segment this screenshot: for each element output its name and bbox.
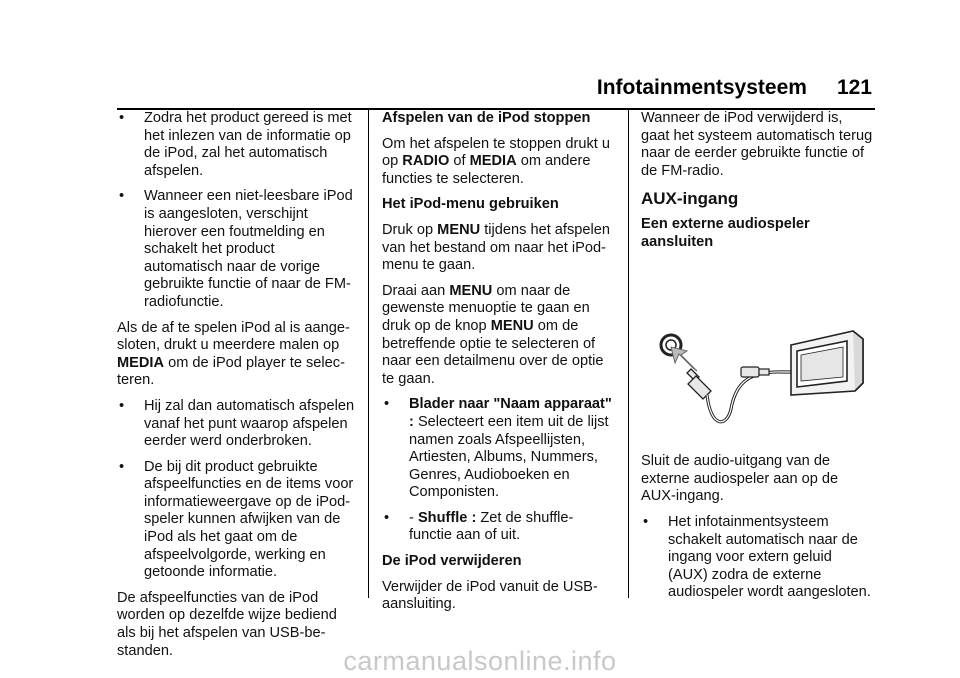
subheading: Afspelen van de iPod stoppen [382, 110, 591, 126]
subheading: Een externe audiospeler aansluiten [641, 215, 810, 250]
bullet-mark: • [384, 396, 390, 413]
paragraph-text: om de betreffende optie te selecteren of naar een detailmenu over de optie te gaan. [382, 317, 604, 387]
menu-button-label: MENU [449, 282, 493, 299]
list-item-label: Blader naar "Naam apparaat" : [409, 396, 612, 430]
list-item-text: Het infotainmentsysteem schakelt automatisch naar de ingang voor extern geluid (AUX) zodra de externe audiospeler wordt aangesloten. [668, 513, 871, 601]
paragraph-text: of [453, 153, 466, 170]
page-header [597, 76, 872, 100]
paragraph-text: om andere functies te selecteren. [382, 153, 591, 187]
page-number: 121 [836, 76, 872, 99]
dash-mark: - [409, 509, 414, 526]
column-1 [117, 110, 355, 668]
media-button-label: MEDIA [469, 153, 517, 170]
aux-connection-illustration [641, 259, 873, 449]
list-item-text [409, 510, 614, 545]
paragraph-text: Draai aan [382, 282, 446, 299]
bullet-mark: • [119, 188, 125, 205]
audio-cable [707, 372, 795, 422]
list-item [117, 459, 355, 582]
list-item-text: Hij zal dan automatisch afspelen vanaf het punt waarop afspelen eerder werd onderbroken. [144, 397, 355, 450]
paragraph-text: om naar de gewenste menuoptie te gaan en druk op de knop [382, 282, 590, 334]
paragraph-text: Druk op [382, 221, 434, 238]
list-item [117, 110, 355, 180]
list-item-label: Shuffle : [417, 509, 477, 526]
paragraph: Sluit de audio-uitgang van de externe audiospeler aan op de AUX-ingang. [641, 453, 839, 505]
page-title: Infotainmentsysteem [596, 76, 807, 99]
list-item-text: De bij dit product gebruikte afspeelfuncties en de items voor informatieweergave op de iPod-speler kunnen afwijken van de iPod als het gaat om de afspeelvolgorde, werking en getoonde informatie. [144, 458, 354, 581]
bullet-mark: • [119, 458, 125, 475]
audio-plug-icon [687, 369, 711, 399]
section-heading: AUX-ingang [641, 189, 739, 209]
paragraph-text: Als de af te spelen iPod al is aange-sloten, drukt u meerdere malen op [117, 319, 350, 354]
list-item [382, 510, 614, 545]
radio-button-label: RADIO [402, 153, 450, 170]
list-item-desc: Selecteert een item uit de lijst namen zoals Afspeellijsten, Artiesten, Albums, Nummers, Genres, Audioboeken en Componisten. [409, 413, 609, 501]
list-item [382, 396, 614, 502]
paragraph [117, 320, 355, 390]
paragraph [382, 136, 614, 189]
list-item-text: Wanneer een niet-leesbare iPod is aangesloten, verschijnt hierover een foutmelding en schakelt het product automatisch naar de vorige gebruikte functie of naar de FM-radiofunctie. [144, 188, 353, 310]
menu-button-label: MENU [437, 221, 481, 238]
list-item [641, 514, 873, 602]
list-item-text: Zodra het product gereed is met het inlezen van de informatie op de iPod, zal het automatisch afspelen. [144, 110, 352, 179]
paragraph [382, 283, 614, 389]
menu-button-label: MENU [490, 317, 534, 334]
bullet-mark: • [119, 397, 125, 414]
list-item [117, 398, 355, 451]
player-plug-icon [741, 367, 769, 377]
watermark: carmanualsonline.info [343, 646, 617, 676]
column-2 [382, 110, 614, 622]
column-divider-2 [628, 110, 629, 598]
paragraph-text: om de iPod player te selec-teren. [117, 354, 345, 389]
bullet-mark: • [643, 513, 649, 530]
insert-arrow-icon [671, 347, 697, 371]
external-audio-player-icon [791, 331, 863, 395]
subheading: De iPod verwijderen [382, 553, 522, 570]
column-divider-1 [368, 110, 369, 598]
paragraph [382, 222, 614, 275]
paragraph: De afspeelfuncties van de iPod worden op dezelfde wijze bediend als bij het afspelen van USB-be-standen. [117, 589, 337, 659]
list-item-desc: Zet de shuffle-functie aan of uit. [409, 509, 574, 544]
subheading: Het iPod-menu gebruiken [382, 196, 559, 213]
list-item [117, 188, 355, 311]
paragraph: Verwijder de iPod vanuit de USB-aansluiting. [382, 578, 598, 613]
media-button-label: MEDIA [117, 354, 165, 371]
list-item-text [409, 396, 614, 502]
column-3 [641, 110, 873, 610]
paragraph-text: Om het afspelen te stoppen drukt u op [382, 135, 610, 170]
aux-cable-player-drawing [641, 259, 873, 449]
bullet-mark: • [384, 509, 390, 526]
bullet-mark: • [119, 110, 125, 126]
paragraph: Wanneer de iPod verwijderd is, gaat het systeem automatisch terug naar de eerder gebruikte functie of de FM-radio. [641, 110, 873, 179]
paragraph-text: tijdens het afspelen van het bestand om naar het iPod-menu te gaan. [382, 221, 610, 274]
